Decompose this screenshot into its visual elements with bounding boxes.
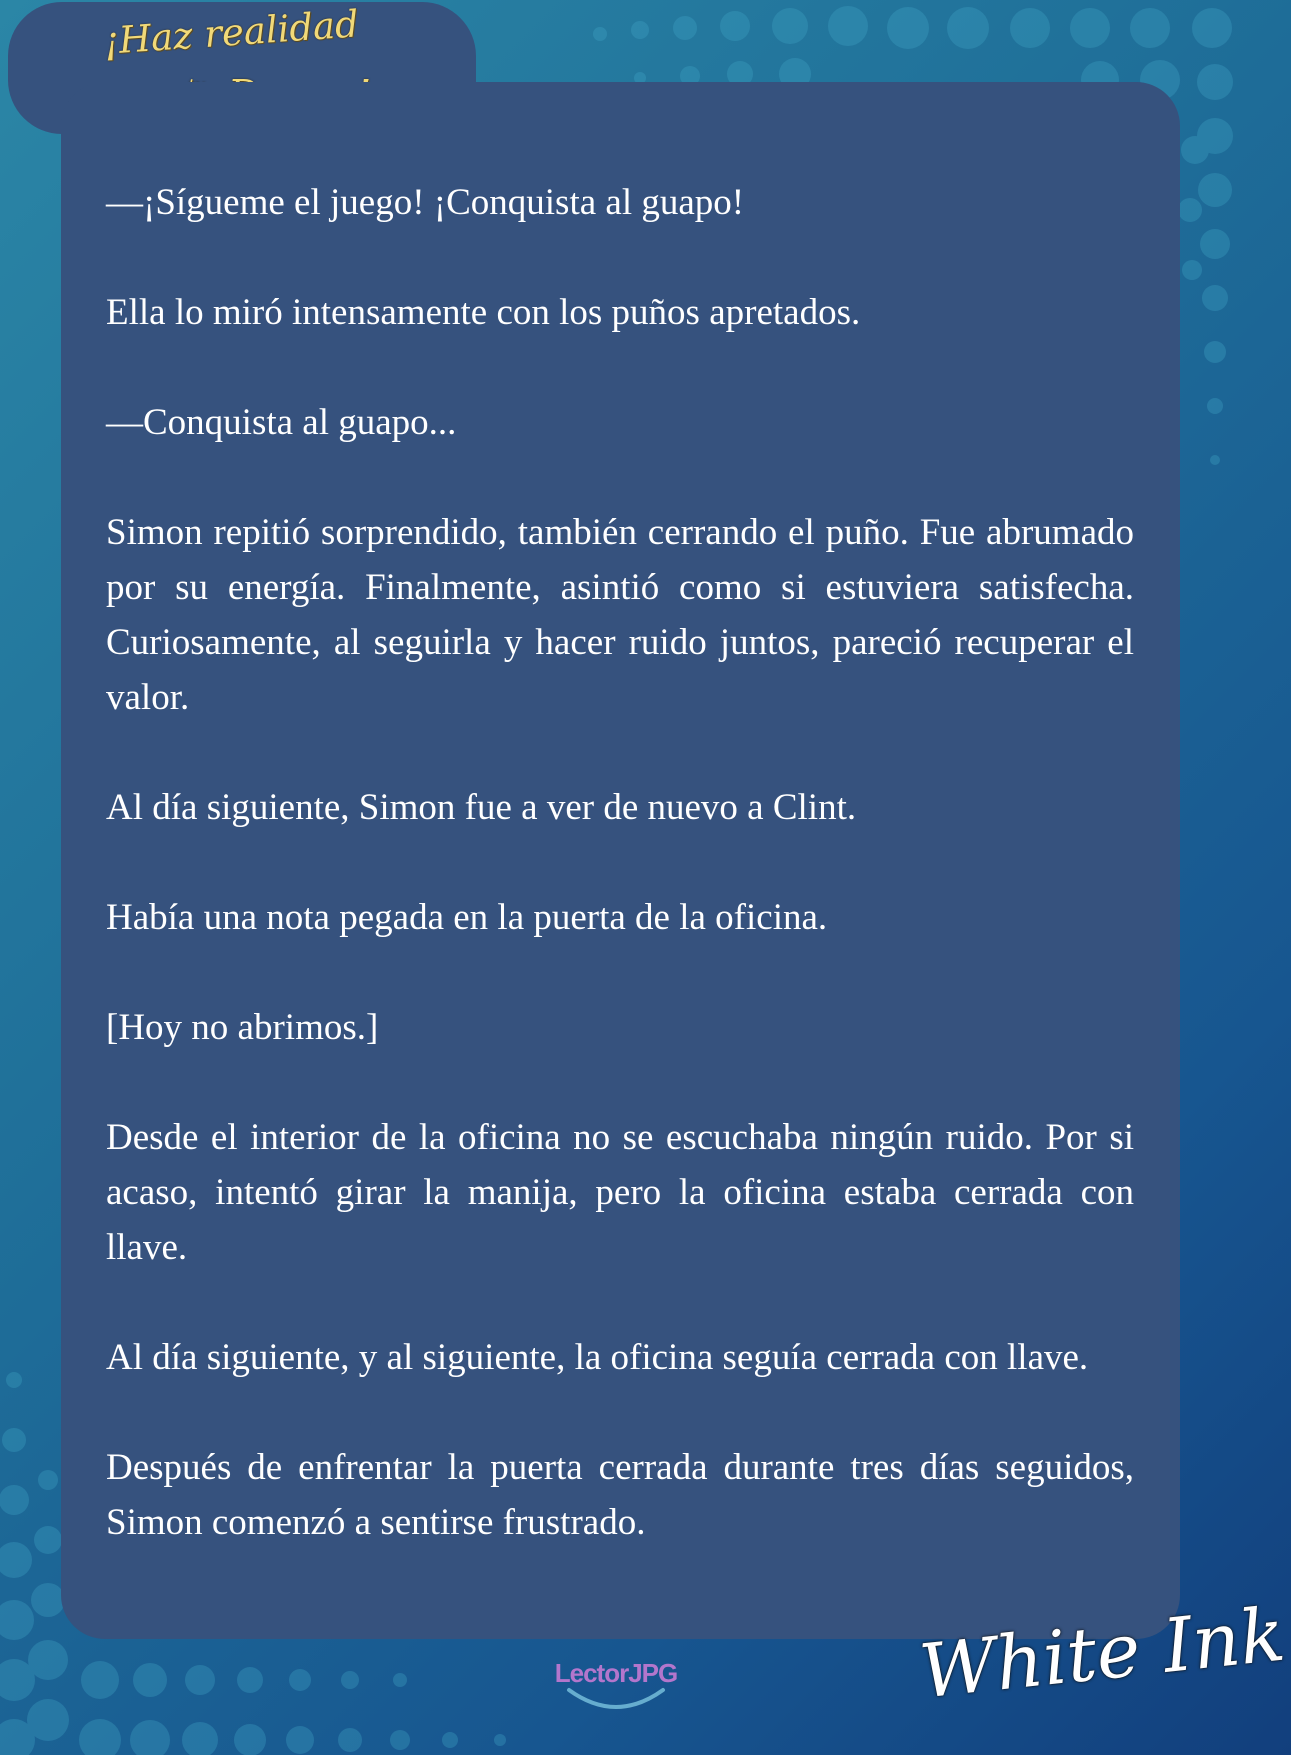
paragraph-4: Simon repitió sorprendido, también cerrando el puño. Fue abrumado por su energía. Finalmente, asintió como si estuviera satisfecha. Curiosamente, al seguirla y hacer ruido juntos, pareció recuperar el valor. [106,512,1134,718]
logo-line-1: ¡Haz realidad [102,2,361,63]
paragraph-5: Al día siguiente, Simon fue a ver de nuevo a Clint. [106,787,857,828]
paragraph-6: Había una nota pegada en la puerta de la oficina. [106,897,828,938]
paragraph-3: —Conquista al guapo... [106,402,457,443]
signature: White Ink [915,1591,1289,1716]
paragraph-10: Después de enfrentar la puerta cerrada durante tres días seguidos, Simon comenzó a sentirse frustrado. [106,1447,1134,1543]
paragraph-1: —¡Sígueme el juego! ¡Conquista al guapo! [106,182,745,223]
paragraph-8: Desde el interior de la oficina no se escuchaba ningún ruido. Por si acaso, intentó girar la manija, pero la oficina estaba cerrada con llave. [106,1117,1134,1268]
watermark-text: LectorJPG [554,1658,678,1688]
paragraph-2: Ella lo miró intensamente con los puños apretados. [106,292,861,333]
smile-arc-icon [563,1684,669,1714]
paragraph-7: [Hoy no abrimos.] [106,1007,379,1048]
paragraph-9: Al día siguiente, y al siguiente, la oficina seguía cerrada con llave. [106,1337,1089,1378]
lectorjpg-watermark [541,1658,691,1718]
story-text [106,175,1134,1605]
